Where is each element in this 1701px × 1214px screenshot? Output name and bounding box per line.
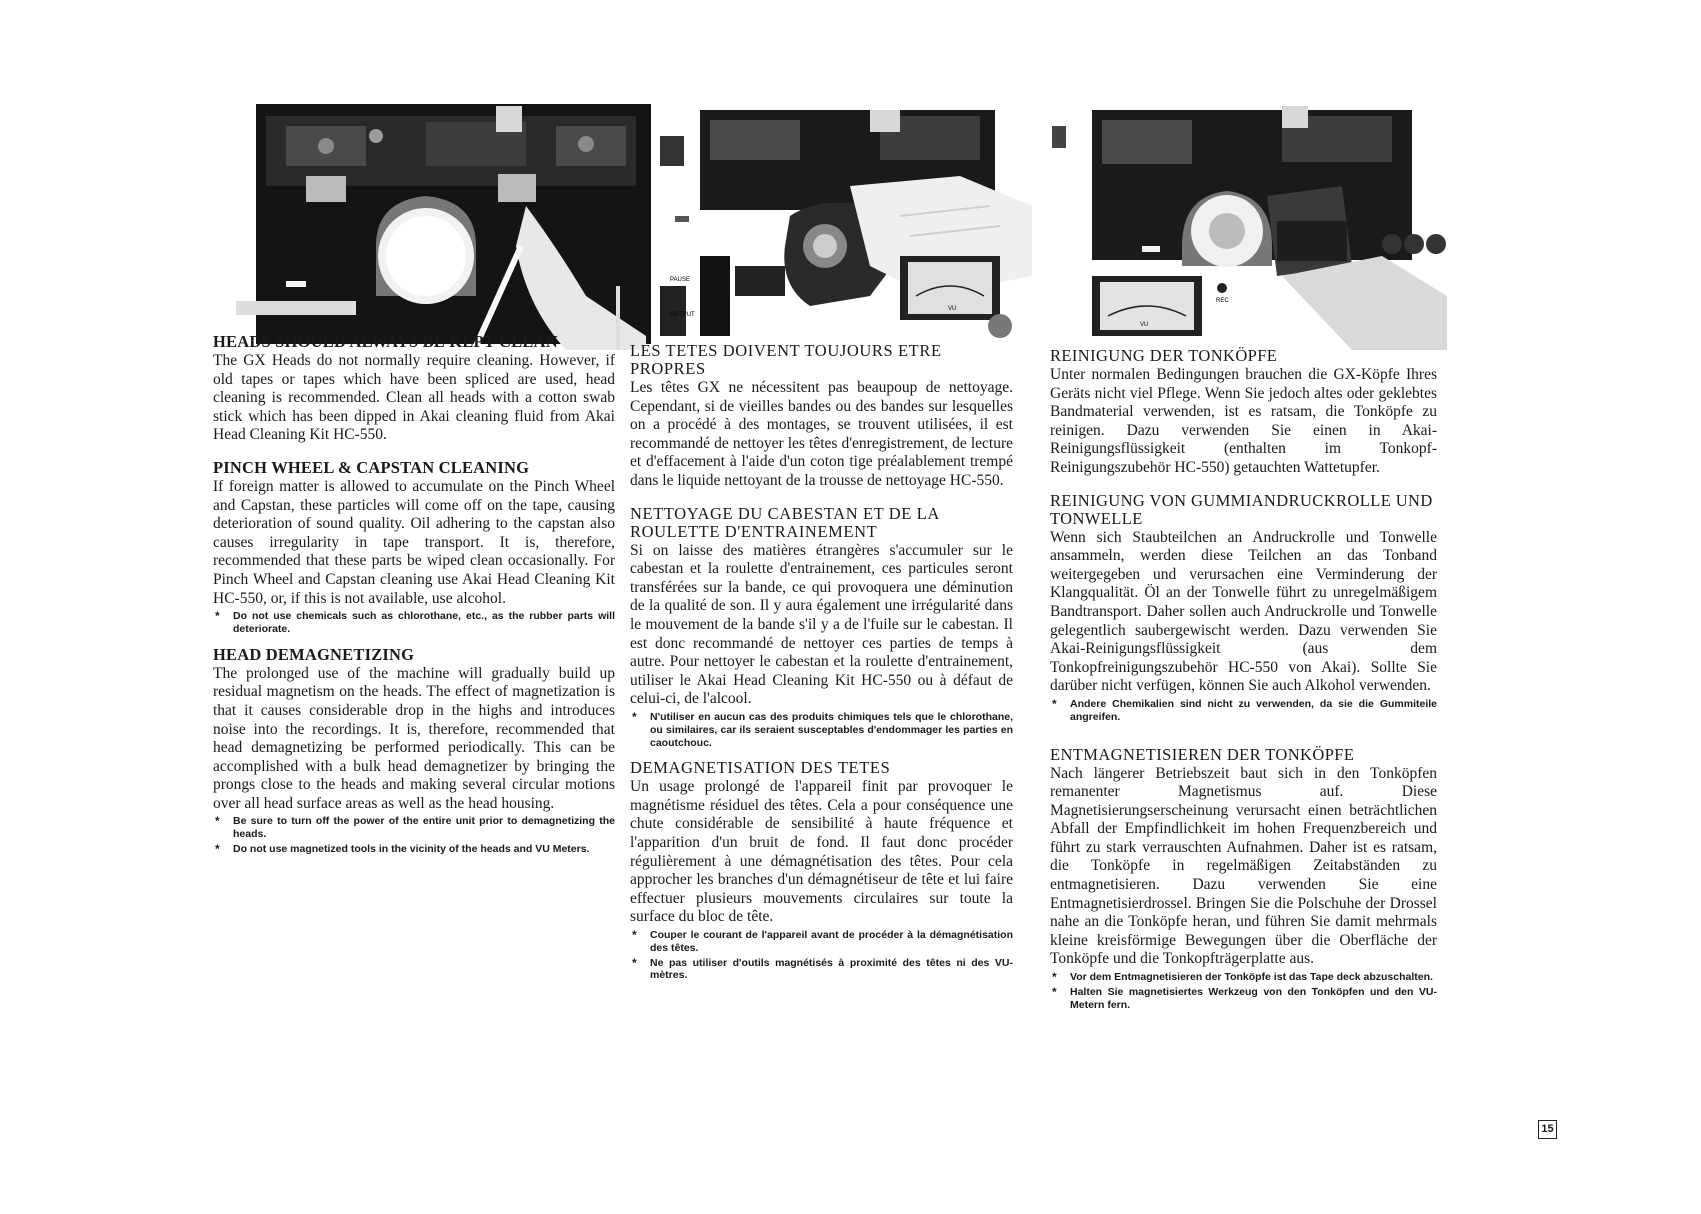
- vu-meter-label: VU: [948, 306, 957, 312]
- photo-pinch-wheel: [660, 96, 1032, 350]
- french-text: [630, 342, 1013, 982]
- german-cleaning-paragraph: Unter normalen Bedingungen brauchen die GX-Köpfe Ihres Geräts nicht viel Pflege. Wenn Sie jedoch altes oder geklebtes Bandmaterial verwenden, ist es ratsam, die Tonköpfe zu reinigen. Dazu verwenden Sie einen in Akai-Reinigungsflüssigkeit (enthalten im Tonkopf-Reinigungszubehör HC-550) getauchten Wattetupfer.: [1050, 366, 1437, 476]
- english-demagnetizing-note-2: * Do not use magnetized tools in the vicinity of the heads and VU Meters.: [213, 843, 615, 856]
- tape-deck-photo: [1052, 96, 1447, 350]
- german-demagnetizing-paragraph: Nach längerer Betriebszeit baut sich in den Tonköpfen remanenter Magnetismus auf. Diese Magnetisierungserscheinung verursacht einen beträchtlichen Abfall der Empfindlichkeit im hohen Frequenzbereich und führt zu stark verrauschten Aufnahmen. Daher ist es ratsam, die Tonköpfe in regelmäßigen Zeitabständen zu entmagnetisieren. Dazu verwenden Sie eine Entmagnetisierdrossel. Bringen Sie die Polschuhe der Drossel nahe an die Tonköpfe heran, und führen Sie damit mehrmals kleine kreisförmige Bewegungen über die Oberfläche der Tonköpfe und die Tonkopfträgerplatte aus.: [1050, 764, 1437, 968]
- french-demagnetizing-note-1: * Couper le courant de l'appareil avant de procéder à la démagnétisation des têtes.: [630, 929, 1013, 955]
- english-heading-cleaning: HEADS SHOULD ALWAYS BE KEPT CLEAN: [213, 332, 558, 351]
- vu-meter-label: VU: [1140, 322, 1149, 328]
- french-capstan-note: * N'utiliser en aucun cas des produits chimiques tels que le chlorothane, ou similaires, car ils seraient susceptables d'endommager les parties en caoutchouc.: [630, 711, 1013, 749]
- english-heading-demagnetizing: HEAD DEMAGNETIZING: [213, 644, 415, 664]
- french-heading-demagnetizing: DEMAGNETISATION DES TETES: [630, 758, 891, 778]
- english-heading-pinch-wheel: PINCH WHEEL & CAPSTAN CLEANING: [213, 457, 530, 477]
- german-demagnetizing-note-1: * Vor dem Entmagnetisieren der Tonköpfe ist das Tape deck abzuschalten.: [1050, 971, 1437, 984]
- column-french: [660, 96, 1032, 350]
- rec-label: REC: [1216, 298, 1229, 304]
- german-heading-pinch-roller: REINIGUNG VON GUMMIANDRUCKROLLE UND TONWELLE: [1050, 490, 1433, 528]
- german-text: [1050, 347, 1437, 1011]
- tape-deck-photo: [660, 96, 1032, 350]
- french-capstan-paragraph: Si on laisse des matières étrangères s'accumuler sur le cabestan et la roulette d'entrainement, ces particules seront transférées sur la bande, ce qui provoquera une déminution de la qualité de son. Il y aura également une irrégularité dans le mouvement de la bande s'il y a de l'fuile sur le cabestan. Il est donc recommandé de nettoyer ces parties de temps à autre. Pour nettoyer le cabestan et la roulette d'entrainement, utiliser le Akai Head Cleaning Kit HC-550 ou à défaut de celui-ci, de l'alcool.: [630, 541, 1013, 708]
- english-pinch-wheel-note: * Do not use chemicals such as chlorothane, etc., as the rubber parts will deteriorate.: [213, 610, 615, 636]
- column-german: [1052, 96, 1447, 350]
- german-heading-cleaning: REINIGUNG DER TONKÖPFE: [1050, 346, 1278, 365]
- german-pinch-roller-paragraph: Wenn sich Staubteilchen an Andruckrolle und Tonwelle ansammeln, werden diese Teilchen an das Tonband weitergegeben und verursachen eine Verminderung der Klangqualität. Öl an der Tonwelle führt zu unregelmäßigem Bandtransport. Daher sollen auch Andruckrolle und Tonwelle gelegentlich saubergewischt werden. Dazu verwenden Sie Akai-Reinigungsflüssigkeit (aus dem Tonkopfreinigungszubehör HC-550 von Akai). Sollte Sie darüber nicht verfügen, können Sie auch Alkohol verwenden.: [1050, 528, 1437, 695]
- photo-demagnetizing: [1052, 96, 1447, 350]
- french-heading-capstan: NETTOYAGE DU CABESTAN ET DE LA ROULETTE D'ENTRAINEMENT: [630, 503, 939, 541]
- english-pinch-wheel-paragraph: If foreign matter is allowed to accumulate on the Pinch Wheel and Capstan, these particles will come off on the tape, causing deterioration of sound quality. Oil adhering to the capstan also causes irregularity in tape transport. It is, therefore, recommended that these parts be wiped clean occasionally. For Pinch Wheel and Capstan cleaning use Akai Head Cleaning Kit HC-550, or, if this is not available, use alcohol.: [213, 477, 615, 607]
- column-english: [226, 96, 652, 350]
- english-demagnetizing-paragraph: The prolonged use of the machine will gradually build up residual magnetism on the heads. The effect of magnetization is that it causes considerable drop in the highs and introduces noise into the recordings. It is, therefore, recommended that head demagnetizing be performed periodically. This can be accomplished with a bulk head demagnetizer by bringing the prongs close to the heads and making several circular motions over all head surface areas as well as the head housing.: [213, 664, 615, 812]
- english-cleaning-paragraph: The GX Heads do not normally require cleaning. However, if old tapes or tapes which have been spliced are used, head cleaning is recommended. Clean all heads with a cotton swab stick which has been dipped in Akai cleaning fluid from Akai Head Cleaning Kit HC-550.: [213, 352, 615, 444]
- french-demagnetizing-paragraph: Un usage prolongé de l'appareil finit par provoquer le magnétisme résiduel des têtes. Cela a pour conséquence une chute considérable de sensibilité à haute fréquence et l'apparition d'un bruit de fond. Il faut donc procéder régulièrement à une démagnétisation des têtes. Pour cela approcher les branches d'un démagnétiseur de tête et lui faire effectuer plusieurs mouvements circulaires sur toute la surface du bloc de tête.: [630, 778, 1013, 926]
- tape-deck-photo: [226, 96, 652, 350]
- french-demagnetizing-note-2: * Ne pas utiliser d'outils magnétisés à proximité des têtes ni des VU-mètres.: [630, 957, 1013, 983]
- output-label: OUTPUT: [670, 312, 695, 318]
- photo-head-cleaning: [226, 96, 652, 350]
- german-pinch-roller-note: * Andere Chemikalien sind nicht zu verwenden, da sie die Gummiteile angreifen.: [1050, 698, 1437, 724]
- pause-label: PAUSE: [670, 277, 690, 283]
- english-demagnetizing-note-1: * Be sure to turn off the power of the entire unit prior to demagnetizing the heads.: [213, 815, 615, 841]
- french-heading-cleaning: LES TETES DOIVENT TOUJOURS ETRE PROPRES: [630, 341, 942, 378]
- page-number: 15: [1538, 1120, 1557, 1139]
- german-demagnetizing-note-2: * Halten Sie magnetisiertes Werkzeug von den Tonköpfen und den VU-Metern fern.: [1050, 986, 1437, 1012]
- german-heading-demagnetizing: ENTMAGNETISIEREN DER TONKÖPFE: [1050, 744, 1355, 764]
- french-cleaning-paragraph: Les têtes GX ne nécessitent pas beaupoup de nettoyage. Cependant, si de vieilles bandes ou des bandes sur lesquelles on a procédé à des montages, se trouvent utilisées, il est recommandé de nettoyer les têtes d'enregistrement, de lecture et d'effacement à l'aide d'un coton tige préalablement trempé dans le liquide nettoyant de la trousse de nettoyage HC-550.: [630, 379, 1013, 489]
- english-text: [213, 333, 615, 856]
